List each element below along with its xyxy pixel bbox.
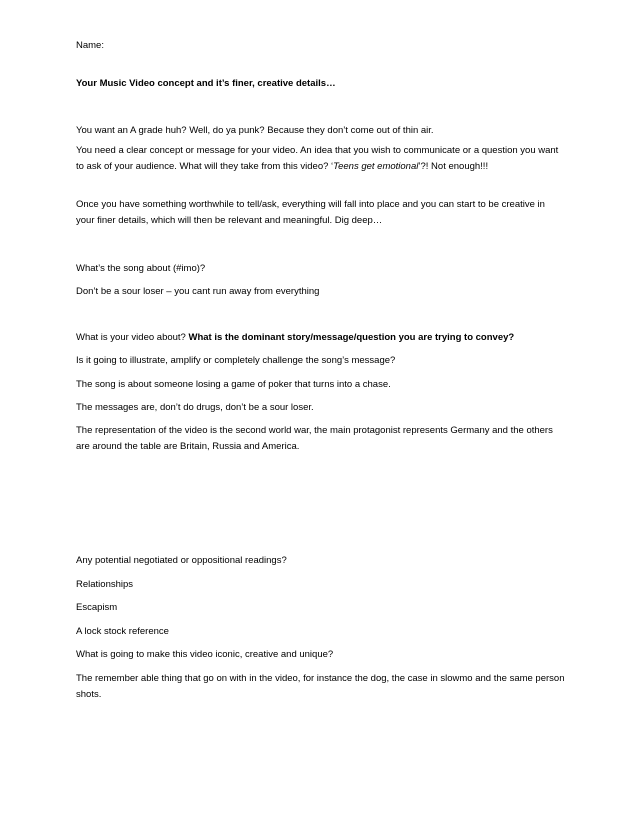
video-question xyxy=(76,330,566,346)
intro-paragraph-3: Once you have something worthwhile to tell/ask, everything will fall into place and you can start to be creative in your finer details, which will then be relevant and meaningful. Dig deep… xyxy=(76,199,545,226)
song-question: What’s the song about (#imo)? xyxy=(76,263,206,274)
video-question-bold: What is the dominant story/message/question you are trying to convey? xyxy=(188,332,515,343)
page-heading: Your Music Video concept and it’s finer, creative details… xyxy=(76,78,336,89)
readings-item: A lock stock reference xyxy=(76,626,169,637)
intro-p2-italic: Teens get emotional xyxy=(333,161,419,172)
intro-paragraph-1: You want an A grade huh? Well, do ya punk? Because they don’t come out of thin air. xyxy=(76,125,434,136)
readings-item: Escapism xyxy=(76,602,118,613)
intro-p2-text: You need a clear concept or message for your video. An idea that you wish to communicate or a question you want to ask of your audience. What will they take from this video? ‘ xyxy=(76,145,559,172)
name-label: Name: xyxy=(76,40,104,51)
video-question-2: Is it going to illustrate, amplify or completely challenge the song’s message? xyxy=(76,355,396,366)
iconic-question: What is going to make this video iconic, creative and unique? xyxy=(76,649,334,660)
readings-question: Any potential negotiated or oppositional readings? xyxy=(76,555,287,566)
video-answer-1: The song is about someone losing a game of poker that turns into a chase. xyxy=(76,379,391,390)
readings-item: Relationships xyxy=(76,579,134,590)
song-answer: Don’t be a sour loser – you cant run away from everything xyxy=(76,286,320,297)
iconic-answer: The remember able thing that go on with in the video, for instance the dog, the case in slowmo and the same person shots. xyxy=(76,673,565,700)
video-answer-3: The representation of the video is the second world war, the main protagonist represents Germany and the others are around the table are Britain, Russia and America. xyxy=(76,425,553,452)
video-question-plain: What is your video about? xyxy=(76,332,189,343)
intro-paragraph-2 xyxy=(76,143,566,175)
intro-p2-end: ’?! Not enough!!! xyxy=(418,161,489,172)
video-answer-2: The messages are, don’t do drugs, don’t be a sour loser. xyxy=(76,402,314,413)
